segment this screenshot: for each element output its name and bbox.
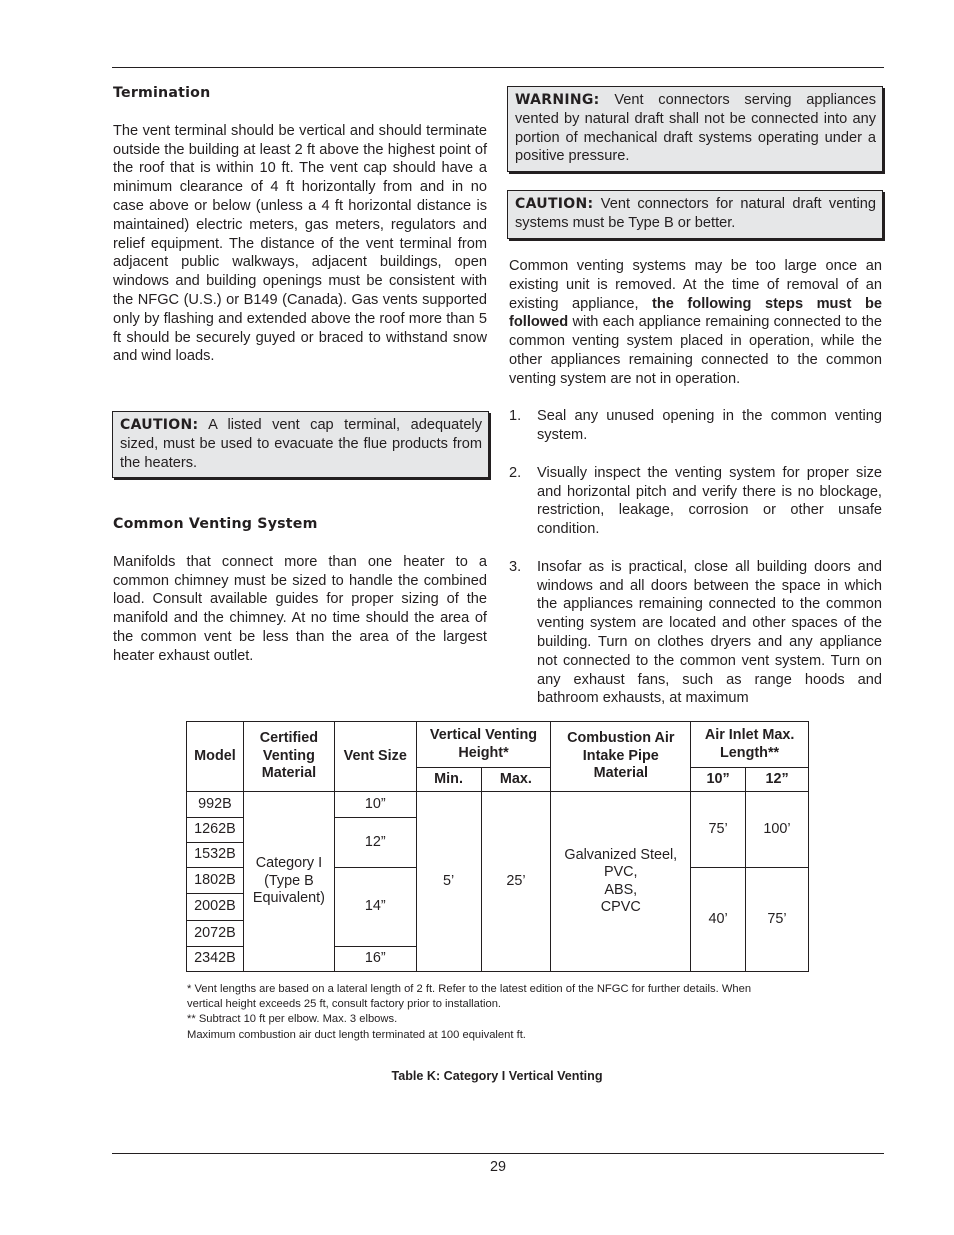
header-model: Model: [187, 722, 244, 792]
model-cell: 2072B: [187, 921, 244, 947]
header-max: Max.: [481, 768, 551, 792]
caution-label: CAUTION:: [120, 417, 199, 433]
inlet-12in-cell: 100’: [746, 792, 809, 868]
table-footnotes: [187, 982, 807, 1043]
vent-size-cell: 14”: [334, 868, 416, 947]
header-material: Certified Venting Material: [243, 722, 334, 792]
steps-list: [509, 407, 882, 708]
footnote: * Vent lengths are based on a lateral length of 2 ft. Refer to the latest edition of the NFGC for further details. When: [187, 983, 752, 995]
inlet-10in-cell: 75’: [691, 792, 746, 868]
warning-label: WARNING:: [515, 92, 600, 108]
caution-label: CAUTION:: [515, 196, 594, 212]
termination-text: The vent terminal should be vertical and should terminate outside the building at least 2 ft above the highest point of the roof that is within 10 ft. The vent cap should have a minimum clearance of 4 ft horizontally from and in no case above or below (unless a 4 ft horizontal distance is maintained) electric meters, gas meters, regulators and relief equipment. The distance of the vent terminal from adjacent public walkways, adjacent buildings, open windows and building openings must be consistent with the NFGC (U.S.) or B149 (Canada). Gas vents supported only by flashing and extended above the roof more than 5 ft should be securely guyed or braced to withstand snow and wind loads.: [113, 122, 487, 365]
caution-text: A listed vent cap terminal, adequately sized, must be used to evacuate the flue products from the heaters.: [120, 417, 482, 471]
page-number: 29: [489, 1159, 506, 1175]
list-item: 2. Visually inspect the venting system for proper size and horizontal pitch and verify there is no blockage, restriction, leakage, corrosion or other unsafe condition.: [509, 464, 882, 538]
vent-size-cell: 10”: [334, 792, 416, 818]
header-min: Min.: [416, 768, 481, 792]
model-cell: 992B: [187, 792, 244, 818]
left-caution-box: [112, 411, 489, 478]
list-item: 3. Insofar as is practical, close all building doors and windows and all doors between the space in which the appliances remaining connected to the common venting system are located and other spaces of the building. Turn on clothes dryers and any appliance not connected to the common vent system. Turn on any exhaust fans, such as range hoods and bathroom exhausts, at maximum: [509, 558, 882, 707]
caution-text: Vent connectors for natural draft venting systems must be Type B or better.: [515, 196, 876, 231]
right-caution-box: [507, 190, 883, 239]
model-cell: 1532B: [187, 843, 244, 868]
common-venting-heading: Common Venting System: [113, 516, 318, 532]
max-height-cell: 25’: [481, 792, 551, 972]
bottom-rule: [112, 1153, 884, 1154]
right-column: [509, 257, 882, 708]
model-cell: 1262B: [187, 818, 244, 843]
inlet-12in-cell: 75’: [746, 868, 809, 972]
header-10in: 10”: [691, 768, 746, 792]
header-vent-size: Vent Size: [334, 722, 416, 792]
list-item: 1. Seal any unused opening in the common venting system.: [509, 408, 882, 444]
left-column-lower: [113, 515, 487, 666]
left-column: [113, 84, 487, 366]
material-cell: Category I (Type B Equivalent): [243, 792, 334, 972]
footnote: Maximum combustion air duct length terminated at 100 equivalent ft.: [187, 1028, 526, 1041]
warning-text: Vent connectors serving appliances vented by natural draft shall not be connected into any portion of mechanical draft systems operating under a positive pressure.: [515, 92, 876, 165]
vent-size-cell: 16”: [334, 947, 416, 972]
warning-box: [507, 86, 883, 172]
header-12in: 12”: [746, 768, 809, 792]
venting-table: [186, 721, 809, 972]
header-inlet: Air Inlet Max. Length**: [691, 722, 809, 768]
model-cell: 2002B: [187, 894, 244, 921]
intake-material-cell: Galvanized Steel, PVC, ABS, CPVC: [551, 792, 691, 972]
header-height: Vertical Venting Height*: [416, 722, 551, 768]
common-venting-text: Manifolds that connect more than one heater to a common chimney must be sized to handle the combined load. Consult available guides for proper sizing of the manifold and the chimney. At no time should the area of the common vent be less than the area of the largest heater exhaust outlet.: [113, 553, 487, 664]
footnote: vertical height exceeds 25 ft, consult factory prior to installation.: [187, 998, 502, 1011]
table-caption: Table K: Category I Vertical Venting: [391, 1069, 603, 1083]
footnote: ** Subtract 10 ft per elbow. Max. 3 elbows.: [187, 1013, 398, 1026]
inlet-10in-cell: 40’: [691, 868, 746, 972]
min-height-cell: 5’: [416, 792, 481, 972]
termination-heading: Termination: [113, 85, 211, 101]
top-rule: [112, 67, 884, 68]
common-venting-intro: Common venting systems may be too large once an existing unit is removed. At the time of removal of an existing appliance, the following steps must be followed with each appliance remaining connected to the common venting system placed in operation, while the other appliances remaining connected to the common venting system are not in operation.: [509, 258, 882, 387]
model-cell: 2342B: [187, 947, 244, 972]
header-intake: Combustion Air Intake Pipe Material: [551, 722, 691, 792]
vent-size-cell: 12”: [334, 818, 416, 868]
model-cell: 1802B: [187, 868, 244, 894]
